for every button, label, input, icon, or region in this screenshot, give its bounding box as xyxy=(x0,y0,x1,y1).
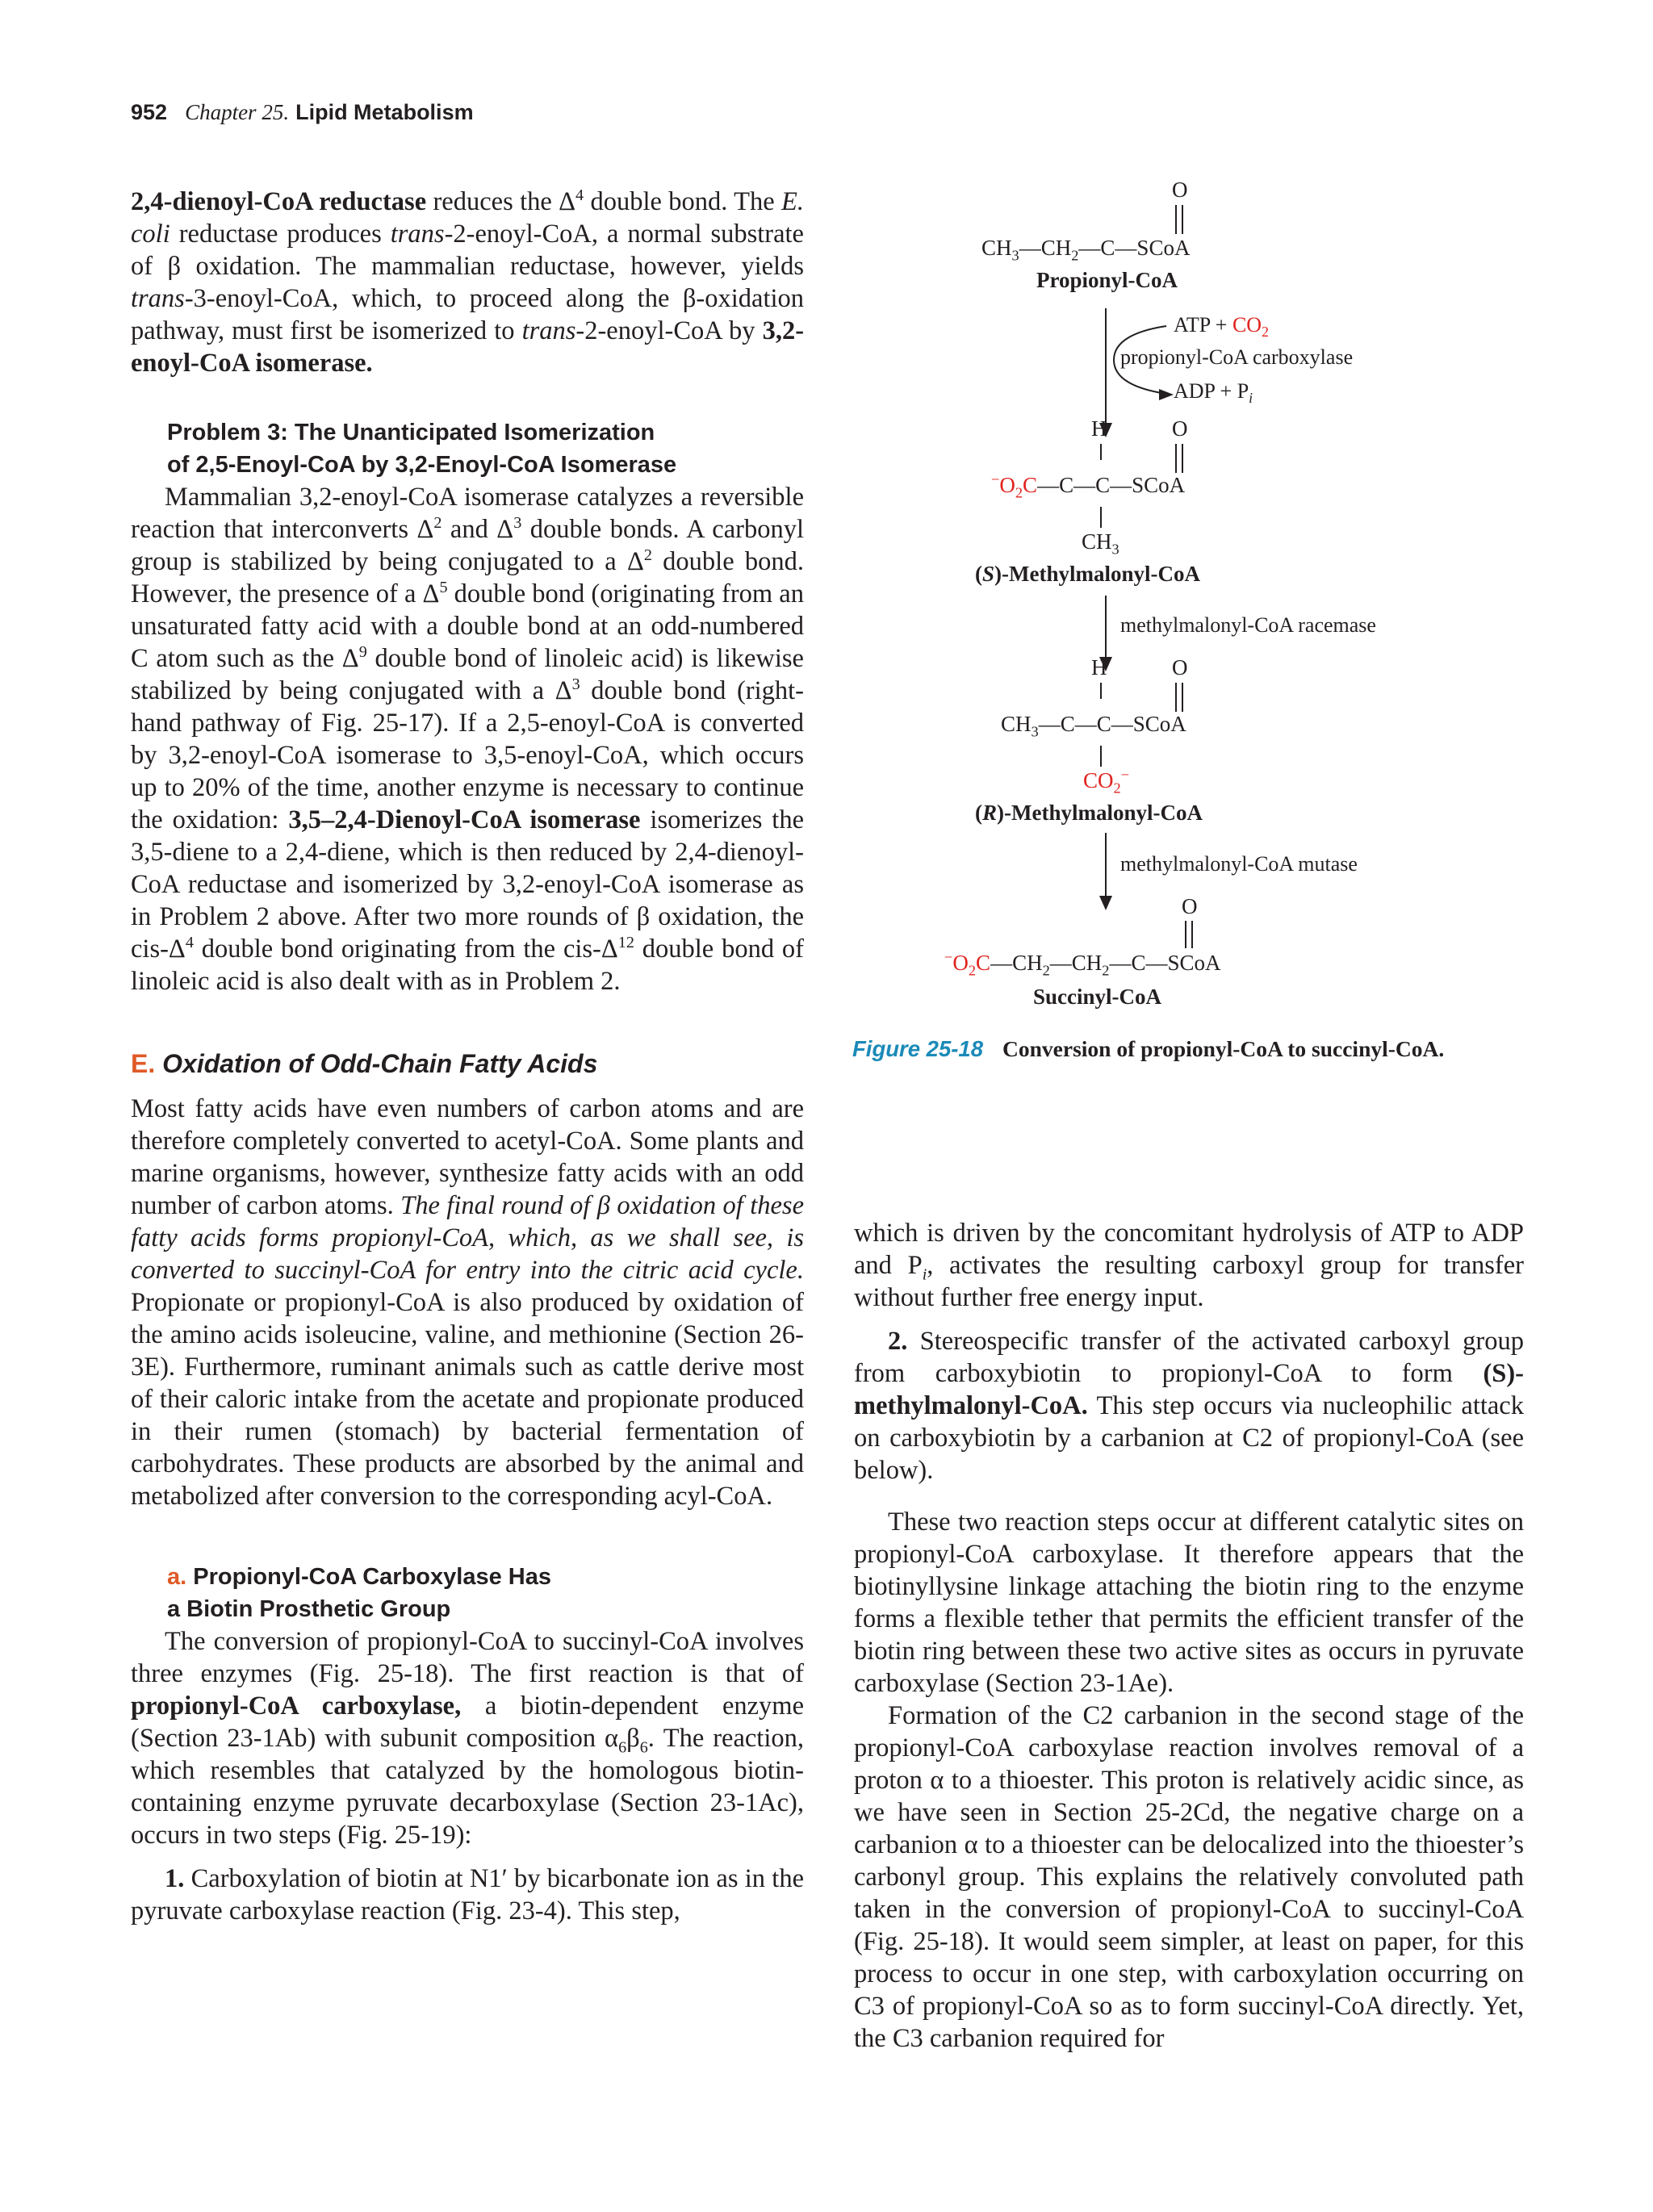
superscript: 2 xyxy=(433,514,442,533)
subscript: 2 xyxy=(1042,962,1050,979)
running-header xyxy=(131,100,474,125)
figure-caption-text: Conversion of propionyl-CoA to succinyl-CoA. xyxy=(1002,1036,1445,1061)
atom-label: C xyxy=(1095,473,1111,497)
atom-label: CH xyxy=(1012,951,1043,975)
figure-25-18 xyxy=(847,178,1542,1073)
text: reduces the Δ xyxy=(426,187,576,216)
atom-label: O xyxy=(1172,178,1188,202)
text: -2-enoyl-CoA by xyxy=(575,316,763,345)
r-methylmalonyl-coa-name xyxy=(975,801,1203,826)
superscript: − xyxy=(944,949,953,965)
subscript: 2 xyxy=(1113,780,1121,797)
superscript: 3 xyxy=(571,675,580,694)
page-number: 952 xyxy=(131,100,168,124)
atom-label: C xyxy=(1060,712,1075,736)
text: CO xyxy=(1232,313,1262,337)
section-letter: E. xyxy=(131,1049,156,1078)
bond: — xyxy=(1145,951,1168,975)
term: 3,2-enoyl-CoA isomerase. xyxy=(131,316,805,378)
superscript: 4 xyxy=(575,186,584,205)
text: double bond originating from the cis-Δ xyxy=(193,935,618,964)
section-e-heading xyxy=(131,1047,804,1080)
atom-label: C xyxy=(1023,473,1038,497)
text: ATP + xyxy=(1174,313,1232,337)
heading-line: a Biotin Prosthetic Group xyxy=(167,1596,451,1622)
text: which is driven by the concomitant hydrolysis of ATP to ADP and P xyxy=(854,1219,1524,1280)
chapter-label: Chapter 25. xyxy=(185,100,290,124)
subscript: 2 xyxy=(968,962,977,979)
text: ADP + P xyxy=(1174,379,1249,403)
text: The conversion of propionyl-CoA to succinyl-CoA involves three enzymes (Fig. 25-18). The first reaction is that of xyxy=(131,1627,804,1688)
emphasis: The final round of β oxidation of these fatty acids forms propionyl-CoA, which, as we shall see, is converted to succinyl-CoA for entry into the citric acid cycle. xyxy=(131,1191,805,1285)
heading-line: Problem 3: The Unanticipated Isomerization xyxy=(167,420,655,445)
step-2-paragraph xyxy=(854,1325,1524,1487)
figure-label: Figure 25-18 xyxy=(852,1036,984,1061)
enzyme-label: methylmalonyl-CoA mutase xyxy=(1120,852,1358,876)
bond: — xyxy=(1074,712,1097,736)
carboxylate-group xyxy=(944,949,991,979)
superscript: 5 xyxy=(439,579,448,597)
subscript: i xyxy=(1249,390,1253,407)
text: double bond of linoleic acid is also dealt with as in Problem 2. xyxy=(131,935,804,996)
carboxylate-group xyxy=(1083,767,1130,797)
superscript: 9 xyxy=(358,643,367,662)
text: . The reaction, which resembles that catalyzed by the homologous biotin-containing enzyme pyruvate decarboxylase (Section 23-1Ac), occurs in two steps (Fig. 25-19): xyxy=(131,1724,804,1850)
arrowhead xyxy=(1099,896,1112,910)
atom-label: CO xyxy=(1083,768,1114,792)
structure-row xyxy=(944,949,1221,979)
stereo-label: R xyxy=(982,801,998,825)
subsection-a-heading xyxy=(167,1561,804,1625)
atom-label: C xyxy=(976,951,991,975)
text: trans xyxy=(131,284,185,313)
atom-label: CH xyxy=(1082,529,1112,554)
section-title: Oxidation of Odd-Chain Fatty Acids xyxy=(162,1049,598,1078)
problem-3-heading xyxy=(167,416,804,481)
subscript: 6 xyxy=(639,1738,648,1757)
atom-label: C xyxy=(1096,712,1111,736)
atom-label: H xyxy=(1091,655,1107,679)
text: -2-enoyl-CoA, a normal substrate of β oxidation. The mammalian reductase, however, yields xyxy=(131,220,804,281)
intro-paragraph xyxy=(131,186,804,379)
atom-label: CH xyxy=(981,236,1012,260)
atom-label: SCoA xyxy=(1132,473,1186,497)
structure-row xyxy=(1001,712,1186,740)
subscript: 2 xyxy=(1015,484,1023,501)
arrowhead xyxy=(1159,389,1174,400)
term: (S)-methylmalonyl-CoA. xyxy=(854,1359,1524,1420)
atom-label: H xyxy=(1091,416,1107,441)
subscript: i xyxy=(922,1265,927,1284)
succinyl-coa-name: Succinyl-CoA xyxy=(1033,985,1162,1009)
atom-label: SCoA xyxy=(1132,712,1186,736)
text: β xyxy=(626,1724,640,1753)
bond: — xyxy=(1078,236,1101,260)
step-number: 2. xyxy=(888,1327,908,1356)
bond: — xyxy=(1073,473,1096,497)
stereo-label: S xyxy=(982,562,995,586)
atom-label: CH xyxy=(1001,712,1032,736)
subscript: 3 xyxy=(1011,247,1019,264)
subscript: 2 xyxy=(1071,247,1079,264)
text: )-Methylmalonyl-CoA xyxy=(997,801,1203,825)
atom-label: O xyxy=(952,951,969,975)
right-paragraph-3: These two reaction steps occur at different catalytic sites on propionyl-CoA carboxylase. It therefore appears that the biotinyllysine linkage attaching the biotin ring to the enzyme forms a flexible tether that permits the efficient transfer of the biotin ring between these two active sites as occurs in pyruvate carboxylase (Section 23-1Ae). xyxy=(854,1507,1524,1698)
atom-label: SCoA xyxy=(1167,951,1221,975)
text: This step occurs via nucleophilic attack on carboxybiotin by a carbanion at C2 of propionyl-CoA (see below). xyxy=(854,1391,1524,1485)
enzyme-label: propionyl-CoA carboxylase xyxy=(1120,345,1354,369)
bond: — xyxy=(990,951,1013,975)
atom-label: O xyxy=(999,473,1015,497)
superscript: 12 xyxy=(617,934,634,952)
text: double bond (originating from an unsaturated fatty acid with a double bond at an odd-numbered C atom such as the Δ xyxy=(131,579,804,673)
text: Stereospecific transfer of the activated carboxyl group from carboxybiotin to propionyl-CoA to form xyxy=(854,1327,1524,1388)
methyl-label xyxy=(1082,529,1119,558)
text: Propionate or propionyl-CoA is also produced by oxidation of the amino acids isoleucine, valine, and methionine (Section 26-3E). Furthermore, ruminant animals such as cattle derive most of their caloric intake from the acetate and propionate produced in their rumen (stomach) by bacterial fermentation of carbohydrates. These products are absorbed by the animal and metabolized after conversion to the corresponding acyl-CoA. xyxy=(131,1288,804,1511)
section-e-paragraph xyxy=(131,1093,804,1512)
superscript: − xyxy=(991,471,1000,487)
text: reductase produces xyxy=(169,220,391,249)
text: a biotin-dependent enzyme (Section 23-1Ab) with subunit composition α xyxy=(131,1691,804,1753)
bond: — xyxy=(1037,473,1060,497)
structure-row xyxy=(981,236,1191,264)
atom-label: O xyxy=(1172,416,1188,441)
product-label xyxy=(1174,379,1253,407)
text: double bond. The xyxy=(584,187,782,216)
text: trans xyxy=(521,316,576,345)
carboxylate-group xyxy=(991,471,1038,501)
atom-label: CH xyxy=(1071,951,1103,975)
atom-label: C xyxy=(1131,951,1146,975)
bond: — xyxy=(1019,236,1041,260)
text: isomerizes the 3,5-diene to a 2,4-diene, which is then reduced by 2,4-dienoyl-CoA reductase and isomerized by 3,2-enoyl-CoA isomerase as in Problem 2 above. After two more rounds of β oxidation, the cis-Δ xyxy=(131,805,805,964)
atom-label: SCoA xyxy=(1136,236,1191,260)
right-paragraph-4: Formation of the C2 carbanion in the second stage of the propionyl-CoA carboxylase reaction involves removal of a proton α to a thioester. This proton is relatively acidic since, as we have seen in Section 25-2Cd, the negative charge on a carbanion α to a thioester can be delocalized into the thioester’s carbonyl group. This explains the relatively convoluted path taken in the conversion of propionyl-CoA to succinyl-CoA (Fig. 25-18). It would seem simpler, at least on paper, for this process to occur in one step, with carboxylation occurring on C3 of propionyl-CoA so as to form succinyl-CoA directly. Yet, the C3 carbanion required for xyxy=(854,1701,1524,2053)
text: Mammalian 3,2-enoyl-CoA isomerase catalyzes a reversible reaction that interconverts Δ xyxy=(131,483,804,544)
bond: — xyxy=(1115,236,1137,260)
text: E. coli xyxy=(131,187,804,249)
superscript: 4 xyxy=(185,934,194,952)
superscript: 3 xyxy=(513,514,522,533)
propionyl-coa-name: Propionyl-CoA xyxy=(1036,268,1178,292)
step-number: 1. xyxy=(165,1864,185,1893)
term: 3,5–2,4-Dienoyl-CoA isomerase xyxy=(288,805,641,834)
text: double bond (right-hand pathway of Fig. 25-17). If a 2,5-enoyl-CoA is converted by 3,2-enoyl-CoA isomerase to 3,5-enoyl-CoA, which occurs up to 20% of the time, another enzyme is necessary to continue the oxidation: xyxy=(131,676,805,834)
bond: — xyxy=(1110,473,1132,497)
text: )-Methylmalonyl-CoA xyxy=(994,562,1200,586)
text: Carboxylation of biotin at N1′ by bicarbonate ion as in the pyruvate carboxylase reaction (Fig. 23-4). This step, xyxy=(131,1864,804,1926)
subsection-a-paragraph xyxy=(131,1625,804,1851)
heading-line: of 2,5-Enoyl-CoA by 3,2-Enoyl-CoA Isomerase xyxy=(167,452,677,478)
problem-3-paragraph xyxy=(131,481,804,997)
atom-label: O xyxy=(1172,655,1188,679)
superscript: − xyxy=(1120,767,1130,783)
subscript: 3 xyxy=(1111,541,1119,558)
subscript: 3 xyxy=(1031,723,1039,740)
right-paragraph-1 xyxy=(854,1217,1524,1314)
text: ( xyxy=(975,801,982,825)
subscript: 6 xyxy=(618,1738,627,1757)
text: and Δ xyxy=(441,515,514,544)
text: double bond of linoleic acid) is likewise stabilized by being conjugated with a Δ xyxy=(131,644,804,705)
text: Most fatty acids have even numbers of carbon atoms and are therefore completely converted to acetyl-CoA. Some plants and marine organisms, however, synthesize fatty acids with an odd number of carbon atoms. xyxy=(131,1094,804,1220)
atom-label: C xyxy=(1100,236,1115,260)
text: ( xyxy=(975,562,982,586)
figure-caption xyxy=(852,1036,1444,1062)
term: 2,4-dienoyl-CoA reductase xyxy=(131,187,427,216)
subscript: 2 xyxy=(1102,962,1110,979)
subscript: 2 xyxy=(1262,324,1269,341)
bond: — xyxy=(1109,951,1132,975)
superscript: 2 xyxy=(643,546,652,565)
text: -3-enoyl-CoA, which, to proceed along the β-oxidation pathway, must first be isomerized to xyxy=(131,284,804,345)
bond: — xyxy=(1038,712,1061,736)
left-column xyxy=(131,186,804,1927)
enzyme-label: methylmalonyl-CoA racemase xyxy=(1120,613,1376,637)
heading-line: Propionyl-CoA Carboxylase Has xyxy=(193,1564,551,1590)
text: trans xyxy=(390,220,445,249)
co2-label xyxy=(1232,313,1269,341)
atom-label: CH xyxy=(1040,236,1072,260)
atom-label: O xyxy=(1182,894,1198,918)
text: , activates the resulting carboxyl group for transfer without further free energy input. xyxy=(854,1251,1524,1312)
step-1-paragraph xyxy=(131,1863,804,1927)
bond: — xyxy=(1111,712,1133,736)
right-column xyxy=(854,1217,1524,2055)
reactant-label xyxy=(1174,313,1269,341)
structure-row xyxy=(991,471,1186,501)
term: propionyl-CoA carboxylase, xyxy=(131,1691,462,1721)
bond: — xyxy=(1049,951,1072,975)
s-methylmalonyl-coa-name xyxy=(975,562,1200,587)
text: double bonds. A carbonyl group is stabilized by being conjugated to a Δ xyxy=(131,515,804,576)
text: double bond. However, the presence of a Δ xyxy=(131,547,804,608)
atom-label: C xyxy=(1059,473,1074,497)
subsection-letter: a. xyxy=(167,1564,187,1590)
chapter-title: Lipid Metabolism xyxy=(295,100,474,124)
